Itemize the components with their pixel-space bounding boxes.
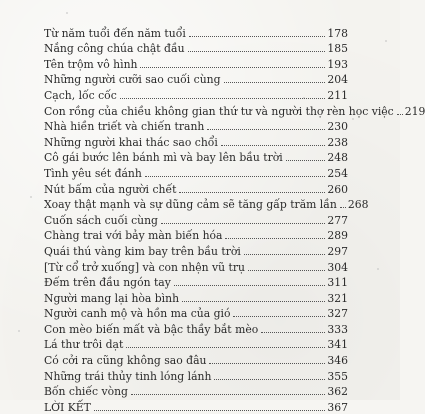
toc-entry-title: Từ năm tuổi đến năm tuổi	[44, 26, 186, 40]
toc-entry-title: Có cởi ra cũng không sao đâu	[44, 354, 207, 368]
toc-entry-title: Con rồng của chiều không gian thứ tư và người thợ rèn học việc	[44, 104, 394, 118]
paper-speck	[352, 118, 354, 120]
toc-entry-page-number: 254	[327, 166, 348, 180]
toc-entry	[44, 71, 348, 87]
toc-entry-title: Tình yêu sét đánh	[44, 166, 142, 180]
toc-entry-title: Chàng trai với bảy màn biến hóa	[44, 229, 223, 243]
paper-speck	[377, 268, 379, 270]
toc-entry-page-number: 327	[327, 307, 348, 321]
dot-leader	[221, 145, 326, 146]
dot-leader	[179, 192, 325, 193]
toc-entry-title: Nhà hiền triết và chiến tranh	[44, 120, 205, 134]
toc-entry	[44, 180, 348, 196]
toc-entry-page-number: 185	[327, 42, 348, 56]
toc-entry-page-number: 311	[327, 276, 348, 290]
toc-entry	[44, 383, 348, 399]
dot-leader	[261, 332, 325, 333]
toc-entry-title: Nút bấm của người chết	[44, 182, 177, 196]
toc-entry-title: Người mang lại hòa bình	[44, 291, 180, 305]
paper-speck	[385, 40, 387, 42]
toc-entry-title: [Từ cổ trở xuống] và con nhện vũ trụ	[44, 260, 245, 274]
toc-entry-page-number: 178	[327, 26, 348, 40]
toc-entry	[44, 133, 348, 149]
toc-entry-page-number: 321	[327, 291, 348, 305]
toc-entry-page-number: 219	[404, 104, 425, 118]
toc-entry-title: Người canh mộ và hồn ma của gió	[44, 307, 231, 321]
toc-entry	[44, 40, 348, 56]
toc-entry-title: Nắng công chúa chật đầu	[44, 42, 185, 56]
toc-entry-title: Cô gái bước lên bánh mì và bay lên bầu trời	[44, 151, 283, 165]
toc-entry	[44, 242, 348, 258]
toc-entry-page-number: 260	[327, 182, 348, 196]
toc-entry	[44, 55, 348, 71]
toc-entry	[44, 196, 369, 212]
toc-entry-title: Cuốn sách cuối cùng	[44, 213, 158, 227]
dot-leader	[340, 207, 346, 208]
paper-speck	[18, 330, 20, 332]
dot-leader	[188, 51, 326, 52]
toc-entry-page-number: 304	[327, 260, 348, 274]
toc-entry-title: Con mèo biến mất và bậc thầy bắt mèo	[44, 322, 259, 336]
dot-leader	[286, 160, 326, 161]
dot-leader	[397, 114, 403, 115]
toc-entry	[44, 86, 348, 102]
toc-entry	[44, 305, 348, 321]
dot-leader	[126, 347, 325, 348]
dot-leader	[207, 129, 325, 130]
toc-entry	[44, 398, 348, 414]
toc-entry	[44, 289, 348, 305]
toc-entry-page-number: 268	[347, 198, 369, 212]
toc-entry-title: Cạch, lốc cốc	[44, 88, 117, 102]
toc-entry-page-number: 341	[327, 338, 348, 352]
toc-entry	[44, 149, 348, 165]
toc-entry	[44, 24, 348, 40]
dot-leader	[174, 285, 326, 286]
toc-entry-page-number: 362	[327, 385, 348, 399]
paper-speck	[66, 12, 68, 14]
toc-entry	[44, 118, 348, 134]
toc-entry-title: Lá thư trôi dạt	[44, 338, 124, 352]
toc-entry-page-number: 346	[327, 354, 348, 368]
toc-entry-title: Đếm trên đầu ngón tay	[44, 276, 171, 290]
dot-leader	[244, 254, 326, 255]
dot-leader	[131, 394, 325, 395]
dot-leader	[140, 67, 325, 68]
toc-entry-title: LỜI KẾT	[44, 400, 91, 414]
dot-leader	[145, 176, 326, 177]
toc-entry	[44, 351, 348, 367]
toc-entry	[44, 211, 348, 227]
toc-entry	[44, 227, 348, 243]
toc-entry-title: Những người khai thác sao chổi	[44, 135, 218, 149]
toc-entry-page-number: 211	[327, 88, 348, 102]
dot-leader	[209, 363, 325, 364]
toc-entry-title: Tên trộm vô hình	[44, 57, 138, 71]
dot-leader	[161, 223, 325, 224]
paper-speck	[30, 196, 32, 198]
toc-entry-page-number: 204	[327, 73, 348, 87]
dot-leader	[224, 82, 326, 83]
toc-entry-page-number: 289	[327, 229, 348, 243]
toc-entry-page-number: 367	[327, 400, 348, 414]
dot-leader	[214, 379, 325, 380]
dot-leader	[233, 316, 325, 317]
dot-leader	[182, 301, 325, 302]
toc-entry-page-number: 355	[327, 369, 348, 383]
dot-leader	[248, 270, 325, 271]
toc-entry	[44, 274, 348, 290]
toc-entry	[44, 258, 348, 274]
toc-entry-page-number: 238	[327, 135, 348, 149]
toc-entry-title: Bốn chiếc vòng	[44, 385, 128, 399]
toc-entry-page-number: 193	[327, 57, 348, 71]
toc-entry-title: Những người cưỡi sao cuối cùng	[44, 73, 221, 87]
toc-entry	[44, 320, 348, 336]
toc-entry-page-number: 230	[327, 120, 348, 134]
toc-entry-page-number: 248	[327, 151, 348, 165]
toc-entry	[44, 102, 425, 118]
dot-leader	[94, 410, 326, 411]
dot-leader	[120, 98, 326, 99]
toc-entry-page-number: 277	[327, 213, 348, 227]
toc-entry-page-number: 333	[327, 322, 348, 336]
toc-entry	[44, 336, 348, 352]
toc-entry-title: Xoay thật mạnh và sự dũng cảm sẽ tăng gấp trăm lần	[44, 198, 337, 212]
toc-entry	[44, 367, 348, 383]
toc-entry-title: Những trái thủy tinh lóng lánh	[44, 369, 212, 383]
toc-entry-page-number: 297	[327, 244, 348, 258]
table-of-contents	[44, 24, 425, 414]
toc-entry	[44, 164, 348, 180]
toc-entry-title: Quái thú vàng kim bay trên bầu trời	[44, 244, 241, 258]
dot-leader	[189, 36, 326, 37]
dot-leader	[225, 238, 325, 239]
